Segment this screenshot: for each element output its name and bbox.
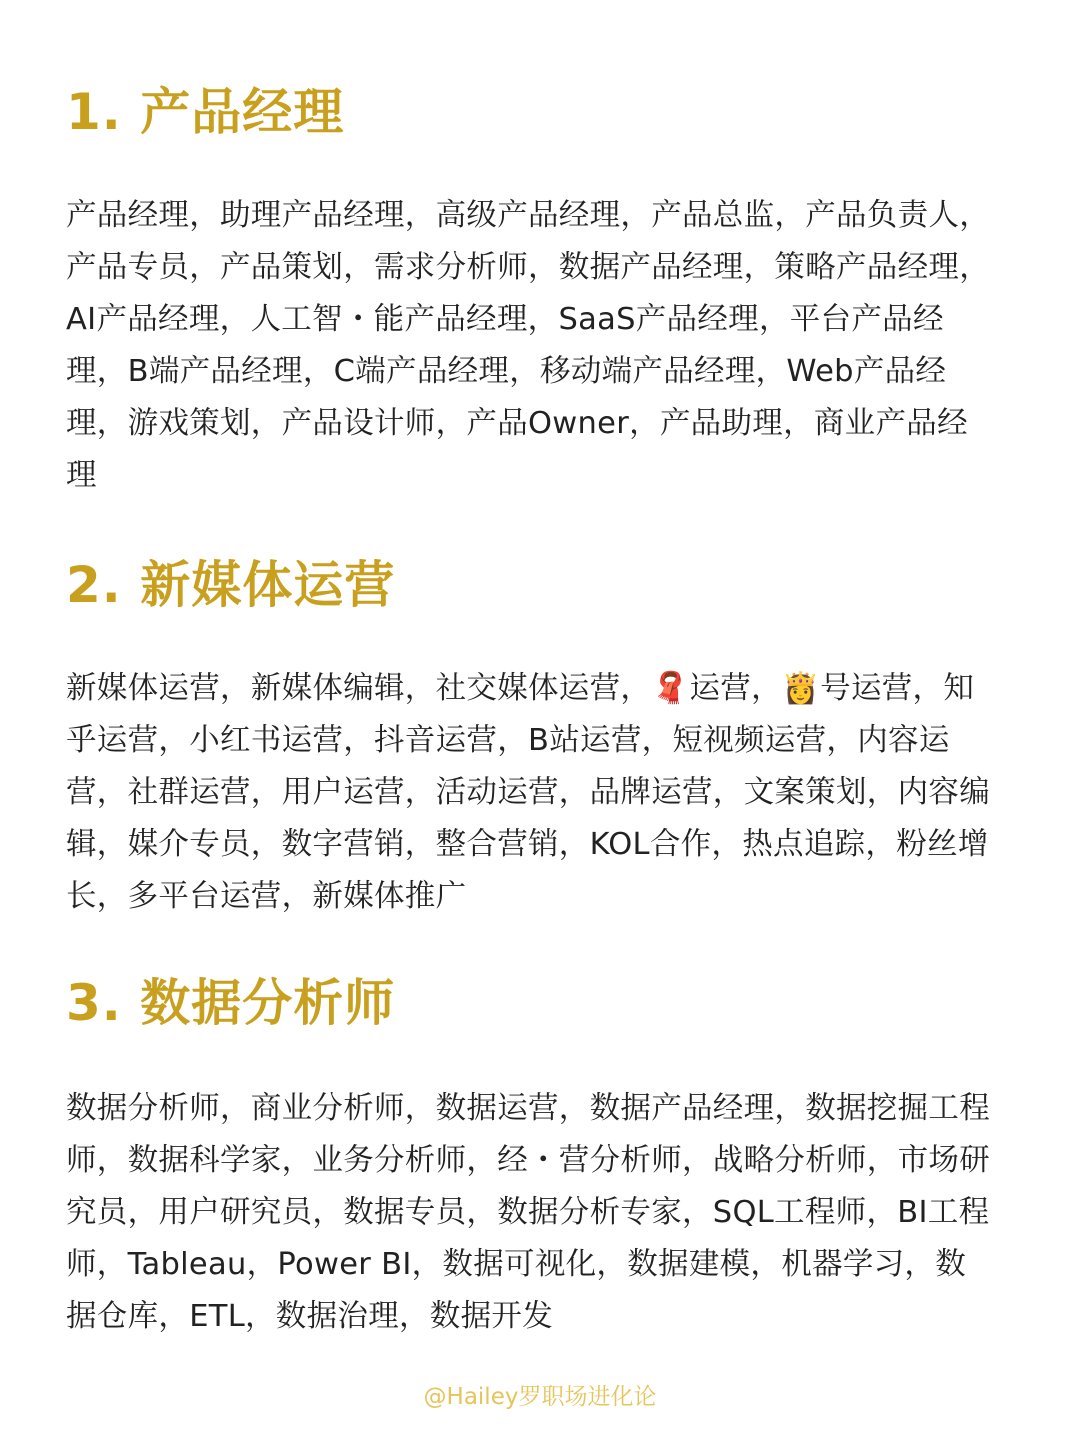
section-title: 3. 数据分析师	[66, 974, 396, 1032]
section-body: 产品经理，助理产品经理，高级产品经理，产品总监，产品负责人，产品专员，产品策划，需求分析师，数据产品经理，策略产品经理，AI产品经理，人工智・能产品经理，SaaS产品经理，平台产品经理，B端产品经理，C端产品经理，移动端产品经理，Web产品经理，游戏策划，产品设计师，产品Owner，产品助理，商业产品经理	[66, 198, 990, 493]
section-title: 1. 产品经理	[66, 83, 345, 141]
section-body: 数据分析师，商业分析师，数据运营，数据产品经理，数据挖掘工程师，数据科学家，业务分析师，经・营分析师，战略分析师，市场研究员，用户研究员，数据专员，数据分析专家，SQL工程师，BI工程师，Tableau，Power BI，数据可视化，数据建模，机器学习，数据仓库，ETL，数据治理，数据开发	[66, 1091, 990, 1334]
section-body: 新媒体运营，新媒体编辑，社交媒体运营，🧣运营，👸号运营，知乎运营，小红书运营，抖音运营，B站运营，短视频运营，内容运营，社群运营，用户运营，活动运营，品牌运营，文案策划，内容编辑，媒介专员，数字营销，整合营销，KOL合作，热点追踪，粉丝增长，多平台运营，新媒体推广	[66, 671, 990, 914]
section-title: 2. 新媒体运营	[66, 556, 396, 614]
footer-watermark: @Hailey罗职场进化论	[423, 1384, 657, 1410]
